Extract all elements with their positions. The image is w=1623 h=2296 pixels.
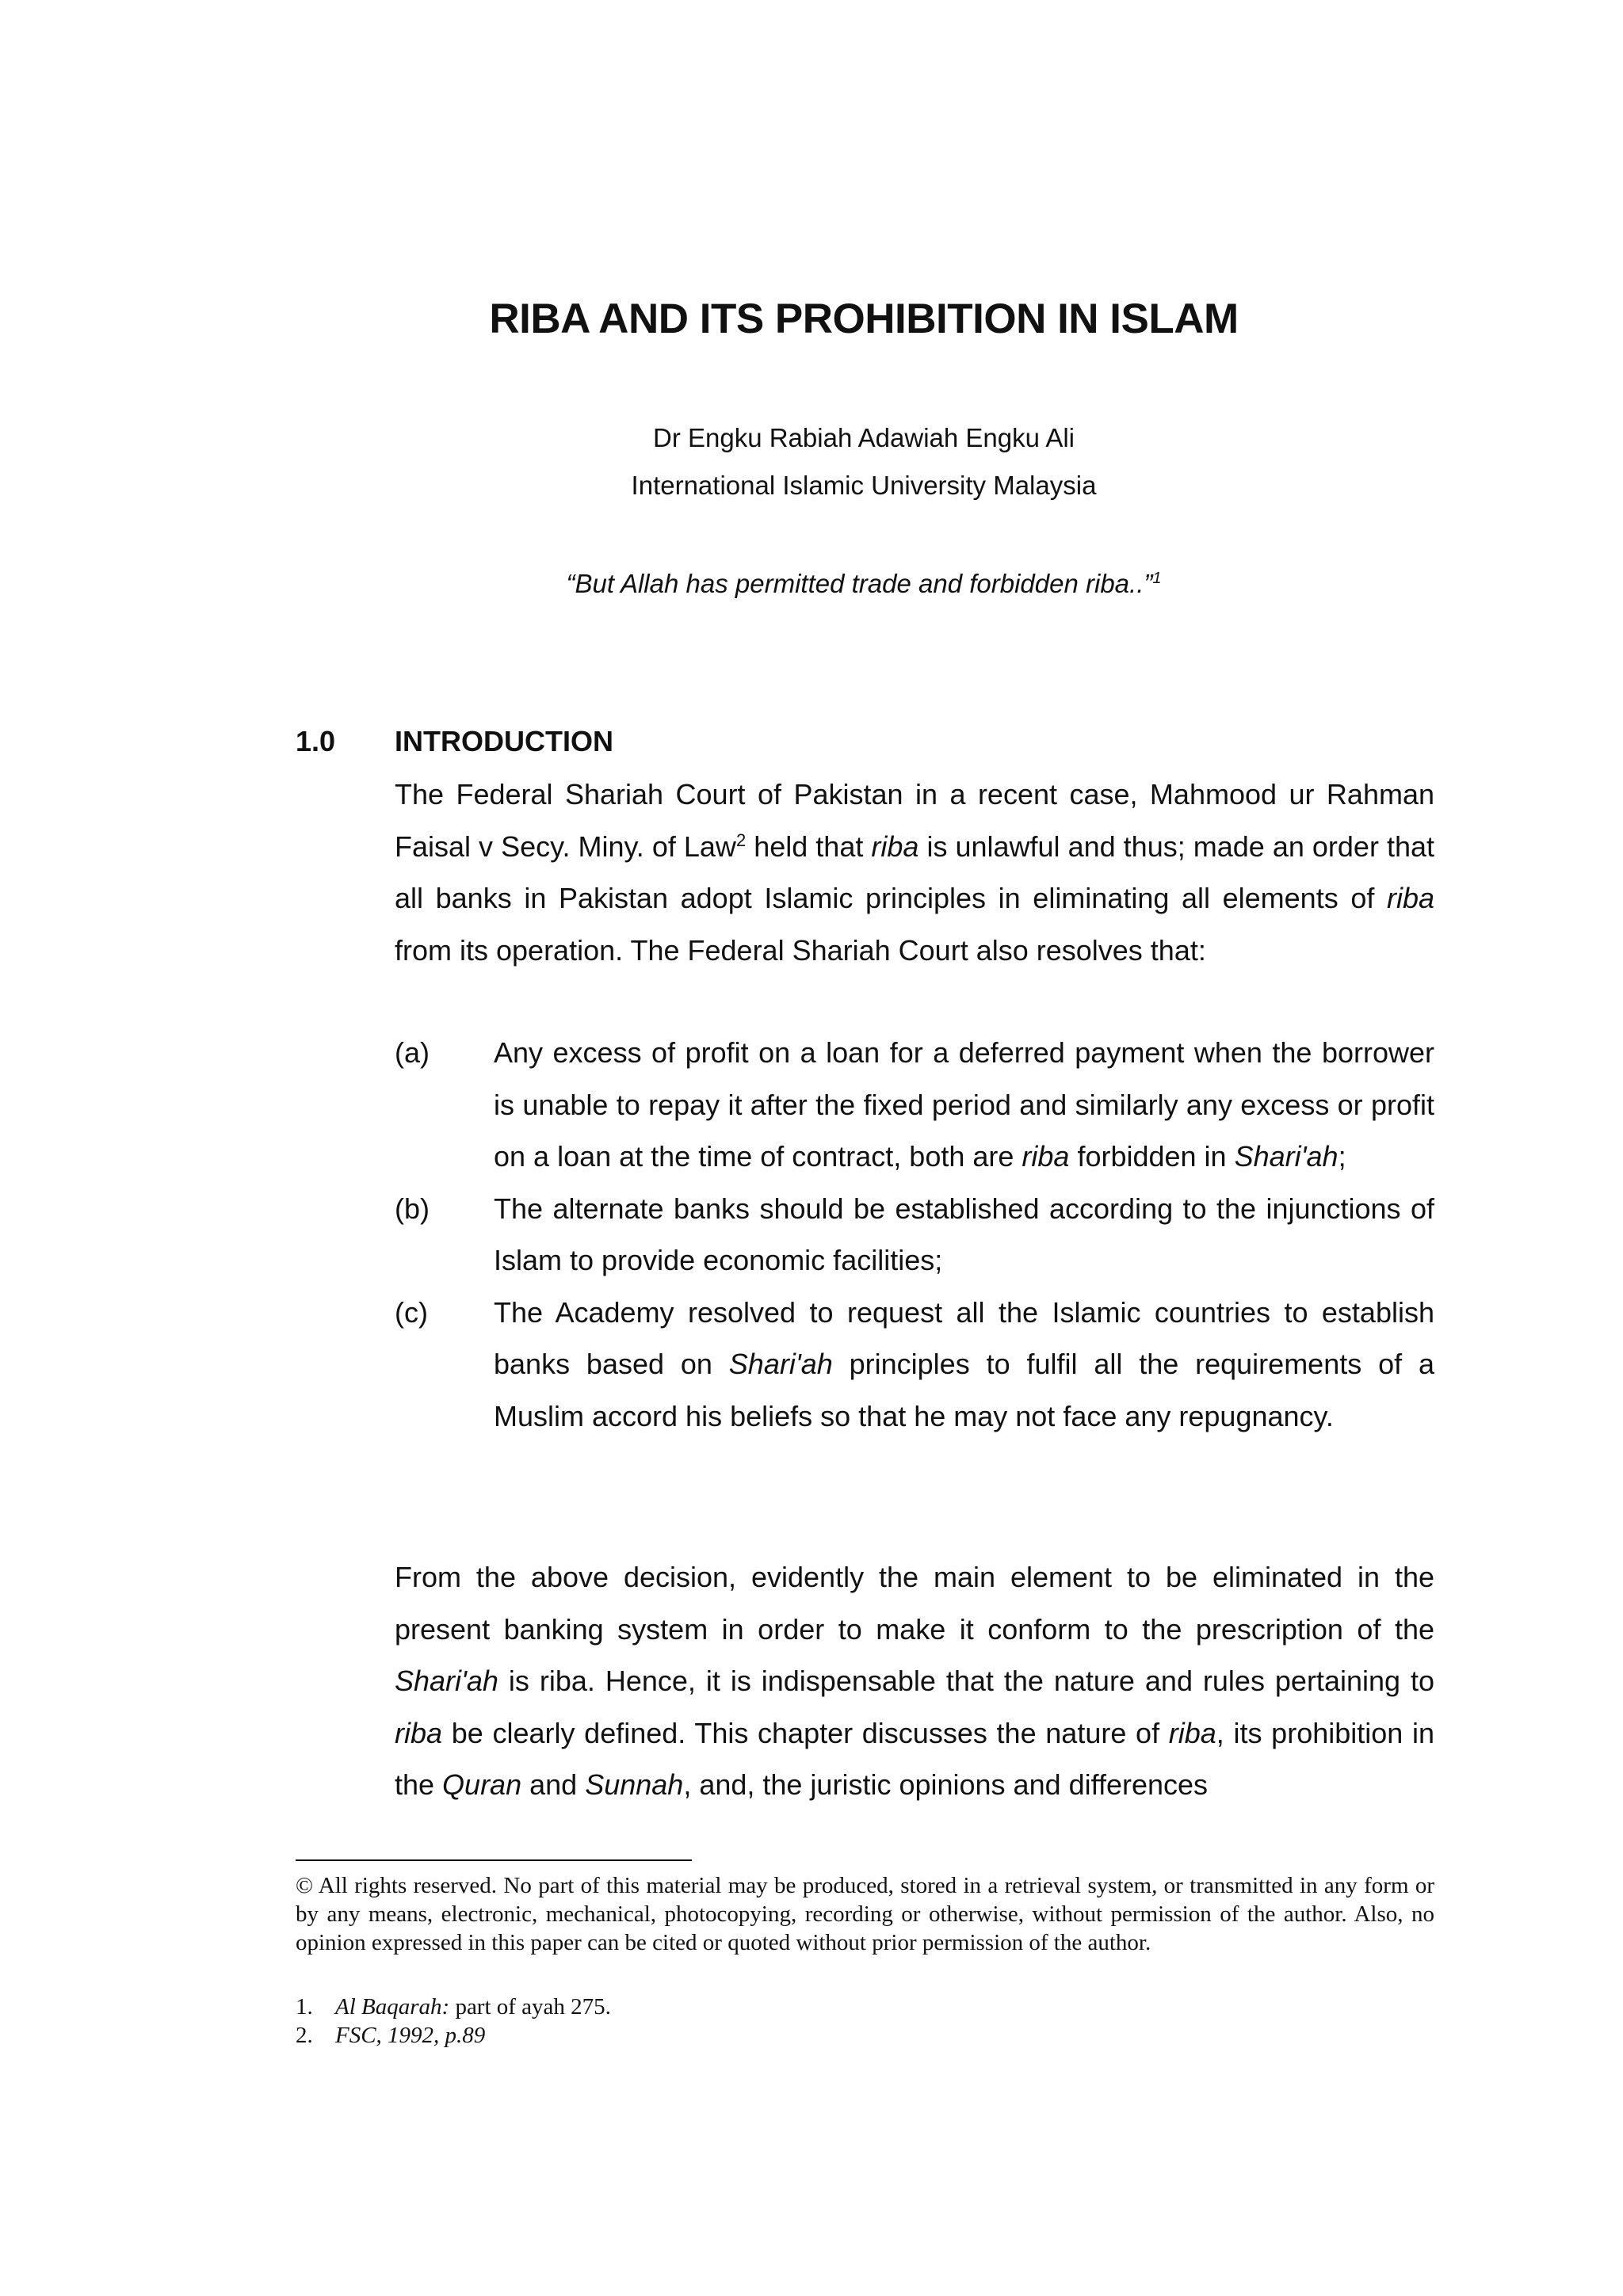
list-text-part: ; bbox=[1338, 1140, 1346, 1173]
footnote-number: 1. bbox=[296, 1994, 313, 2019]
italic-term: riba bbox=[1168, 1716, 1216, 1749]
footnote-number: 2. bbox=[296, 2023, 313, 2048]
para-text: , its prohibition in the bbox=[395, 1716, 1435, 1801]
list-item bbox=[395, 1027, 1434, 1183]
document-title: RIBA AND ITS PROHIBITION IN ISLAM bbox=[489, 296, 1239, 342]
footnote-text bbox=[335, 1993, 611, 2021]
para-text: is riba. Hence, it is indispensable that the nature and rules pertaining to bbox=[498, 1665, 1434, 1697]
footnote-source: Al Baqarah: bbox=[335, 1994, 450, 2019]
para-text: , and, the juristic opinions and differences bbox=[683, 1768, 1209, 1801]
list-item-text bbox=[494, 1183, 1434, 1287]
footnote-1 bbox=[296, 1993, 1434, 2021]
list-item bbox=[395, 1287, 1434, 1443]
list-text-part: forbidden in bbox=[1069, 1140, 1235, 1173]
footnote-ref-1[interactable]: 1 bbox=[1152, 570, 1162, 587]
footnote-detail: part of ayah 275. bbox=[449, 1994, 611, 2019]
italic-term: Sunnah bbox=[585, 1768, 684, 1801]
list-text-part: Any excess of profit on a loan for a deferred payment when the borrower is unable to repay it after the fixed period and similarly any excess or profit on a loan at the time of contract, both are bbox=[494, 1036, 1434, 1173]
italic-term: riba bbox=[1386, 882, 1434, 914]
footnote-text bbox=[335, 2021, 485, 2050]
italic-term: Quran bbox=[442, 1768, 522, 1801]
section-heading: INTRODUCTION bbox=[395, 725, 613, 757]
footnotes bbox=[296, 1993, 1434, 2050]
para-text: is unlawful and thus; made an order that all banks in Pakistan adopt Islamic principles in eliminating all elements of bbox=[395, 830, 1435, 914]
copyright-notice: © All rights reserved. No part of this material may be produced, stored in a retrieval system, or transmitted in any form or by any means, electronic, mechanical, photocopying, recording or otherwise, without permission of the author. Also, no opinion expressed in this paper can be cited or quoted without prior permission of the author. bbox=[296, 1873, 1434, 1955]
intro-paragraph bbox=[395, 769, 1434, 976]
epigraph bbox=[0, 569, 1623, 599]
para-text: from its operation. The Federal Shariah Court also resolves that: bbox=[395, 933, 1206, 967]
italic-term: Shari'ah bbox=[395, 1665, 498, 1697]
author-affiliation: International Islamic University Malaysia bbox=[631, 471, 1097, 500]
list-marker: (a) bbox=[395, 1036, 430, 1069]
footnote-separator bbox=[296, 1859, 692, 1861]
italic-term: riba bbox=[1022, 1140, 1070, 1173]
para-text: held that bbox=[746, 830, 872, 863]
epigraph-text: “But Allah has permitted trade and forbidden riba..” bbox=[566, 569, 1153, 598]
italic-term: riba bbox=[871, 830, 919, 863]
list-marker: (b) bbox=[395, 1192, 430, 1225]
list-marker: (c) bbox=[395, 1295, 428, 1329]
para-text: From the above decision, evidently the main element to be eliminated in the present banking system in order to make it conform to the prescription of the bbox=[395, 1561, 1434, 1646]
list-text-part: The alternate banks should be established according to the injunctions of Islam to provide economic facilities; bbox=[494, 1192, 1434, 1276]
footnote-ref-2[interactable]: 2 bbox=[735, 830, 747, 850]
list-item-text bbox=[494, 1287, 1434, 1443]
italic-term: riba bbox=[395, 1716, 443, 1749]
author-name: Dr Engku Rabiah Adawiah Engku Ali bbox=[653, 423, 1075, 452]
analysis-paragraph bbox=[395, 1551, 1434, 1811]
list-text-part: The Academy resolved to request all the Islamic countries to establish banks based on bbox=[494, 1295, 1434, 1380]
section-number: 1.0 bbox=[296, 725, 336, 757]
resolution-list bbox=[395, 1027, 1434, 1442]
para-text: be clearly defined. This chapter discusses the nature of bbox=[442, 1716, 1169, 1749]
italic-term: Shari'ah bbox=[1234, 1140, 1338, 1173]
para-text: and bbox=[521, 1768, 586, 1801]
para-text: The Federal Shariah Court of Pakistan in a recent case, Mahmood ur Rahman Faisal v Secy. Miny. of Law bbox=[395, 778, 1434, 863]
list-item bbox=[395, 1183, 1434, 1287]
list-item-text bbox=[494, 1027, 1434, 1183]
list-text-part: principles to fulfil all the requirements of a Muslim accord his beliefs so that he may not face any repugnancy. bbox=[494, 1348, 1435, 1432]
footnote-2 bbox=[296, 2021, 1434, 2050]
italic-term: Shari'ah bbox=[728, 1348, 833, 1380]
footnote-source: FSC, 1992, p.89 bbox=[335, 2023, 486, 2048]
